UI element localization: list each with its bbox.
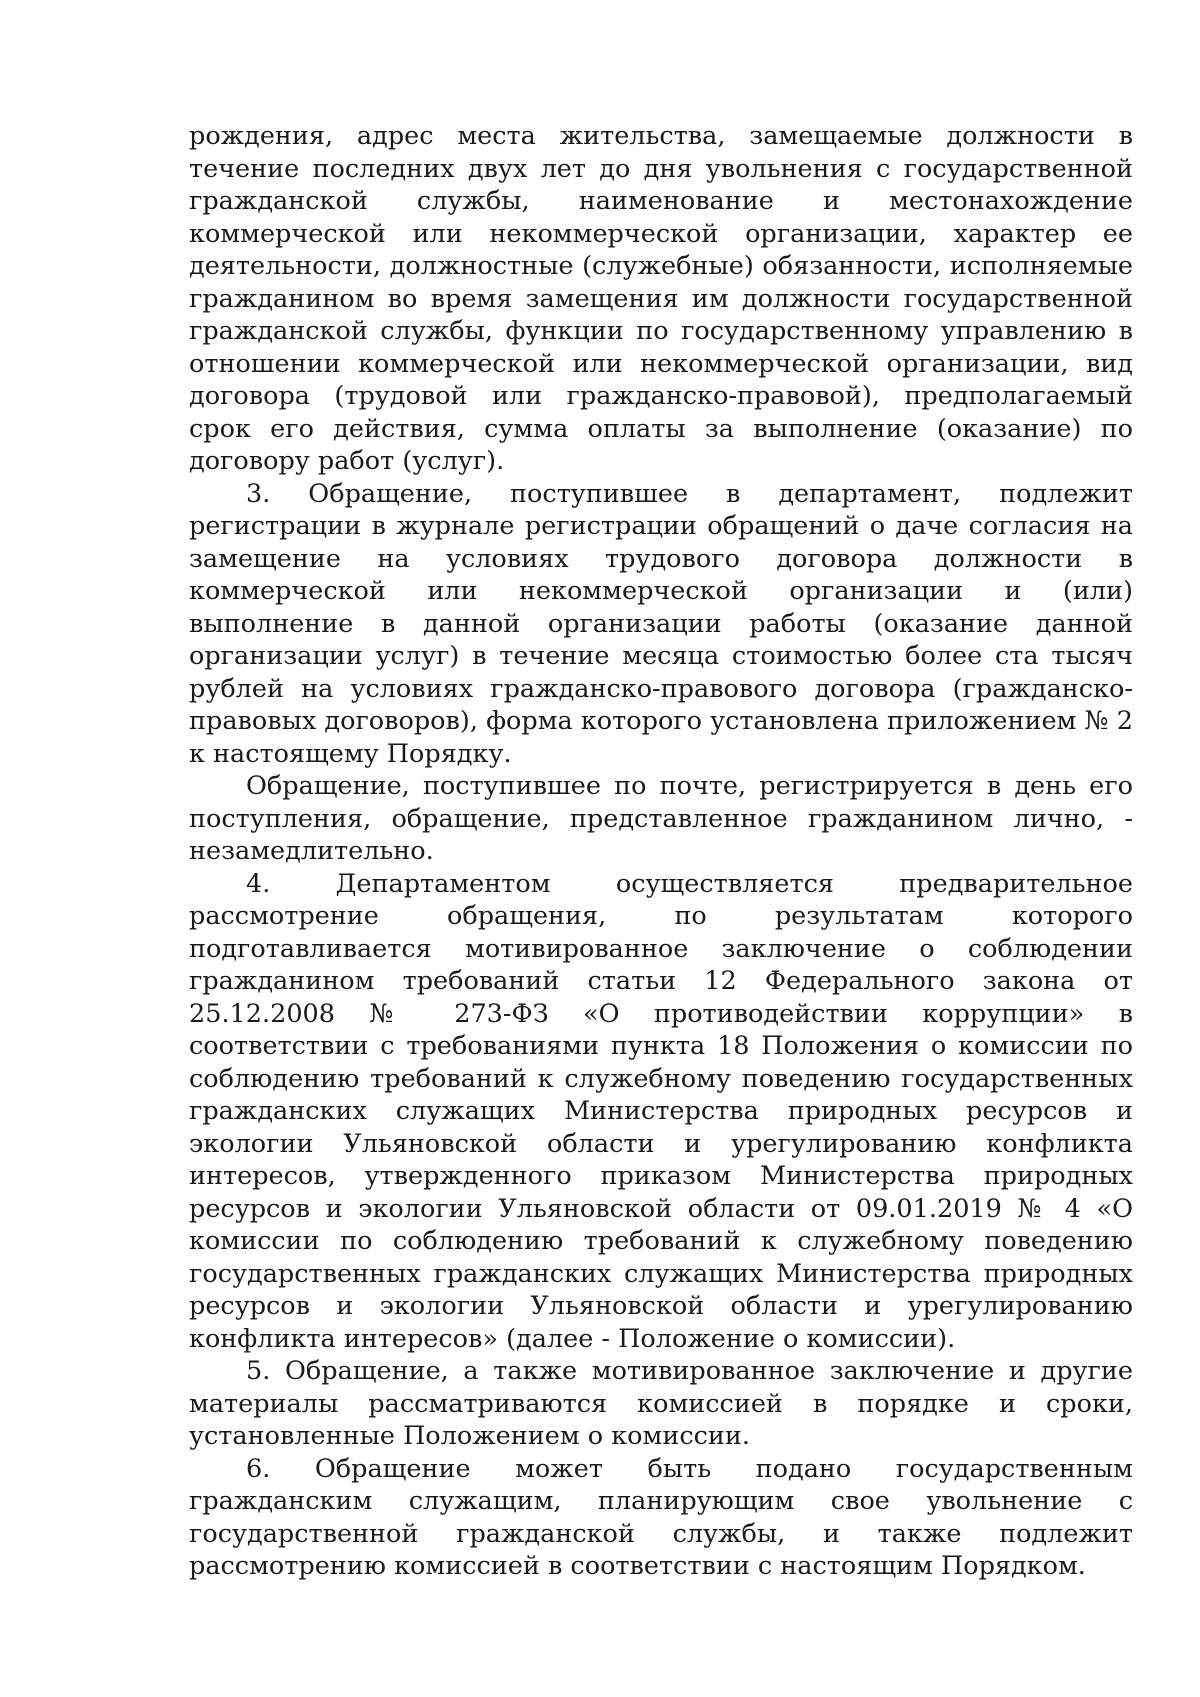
paragraph-item-3-registration: Обращение, поступившее по почте, регистрируется в день его поступления, обращение, представленное гражданином лично, - незамедлительно.: [189, 771, 1133, 866]
paragraph-item-5: 5. Обращение, а также мотивированное заключение и другие материалы рассматриваются комиссией в порядке и сроки, установленные Положением о комиссии.: [189, 1356, 1133, 1451]
paragraph-item-6: 6. Обращение может быть подано государственным гражданским служащим, планирующим свое увольнение с государственной гражданской службы, и также подлежит рассмотрению комиссией в соответствии с настоящим Порядком.: [189, 1453, 1133, 1581]
paragraph-item-4: 4. Департаментом осуществляется предварительное рассмотрение обращения, по результатам которого подготавливается мотивированное заключение о соблюдении гражданином требований статьи 12 Федерального закона от 25.12.2008 № 273-ФЗ «О противодействии коррупции» в соответствии с требованиями пункта 18 Положения о комиссии по соблюдению требований к служебному поведению государственных гражданских служащих Министерства природных ресурсов и экологии Ульяновской области и урегулированию конфликта интересов, утвержденного приказом Министерства природных ресурсов и экологии Ульяновской области от 09.01.2019 № 4 «О комиссии по соблюдению требований к служебному поведению государственных гражданских служащих Министерства природных ресурсов и экологии Ульяновской области и урегулированию конфликта интересов» (далее - Положение о комиссии).: [189, 868, 1133, 1354]
paragraph-continuation: рождения, адрес места жительства, замещаемые должности в течение последних двух лет до дня увольнения с государственной гражданской службы, наименование и местонахождение коммерческой или некоммерческой организации, характер ее деятельности, должностные (служебные) обязанности, исполняемые гражданином во время замещения им должности государственной гражданской службы, функции по государственному управлению в отношении коммерческой или некоммерческой организации, вид договора (трудовой или гражданско-правовой), предполагаемый срок его действия, сумма оплаты за выполнение (оказание) по договору работ (услуг).: [189, 121, 1133, 476]
paragraph-item-3: 3. Обращение, поступившее в департамент, подлежит регистрации в журнале регистрации обращений о даче согласия на замещение на условиях трудового договора должности в коммерческой или некоммерческой организации и (или) выполнение в данной организации работы (оказание данной организации услуг) в течение месяца стоимостью более ста тысяч рублей на условиях гражданско-правового договора (гражданско-правовых договоров), форма которого установлена приложением № 2 к настоящему Порядку.: [189, 478, 1133, 769]
document-body: [189, 120, 1133, 1583]
